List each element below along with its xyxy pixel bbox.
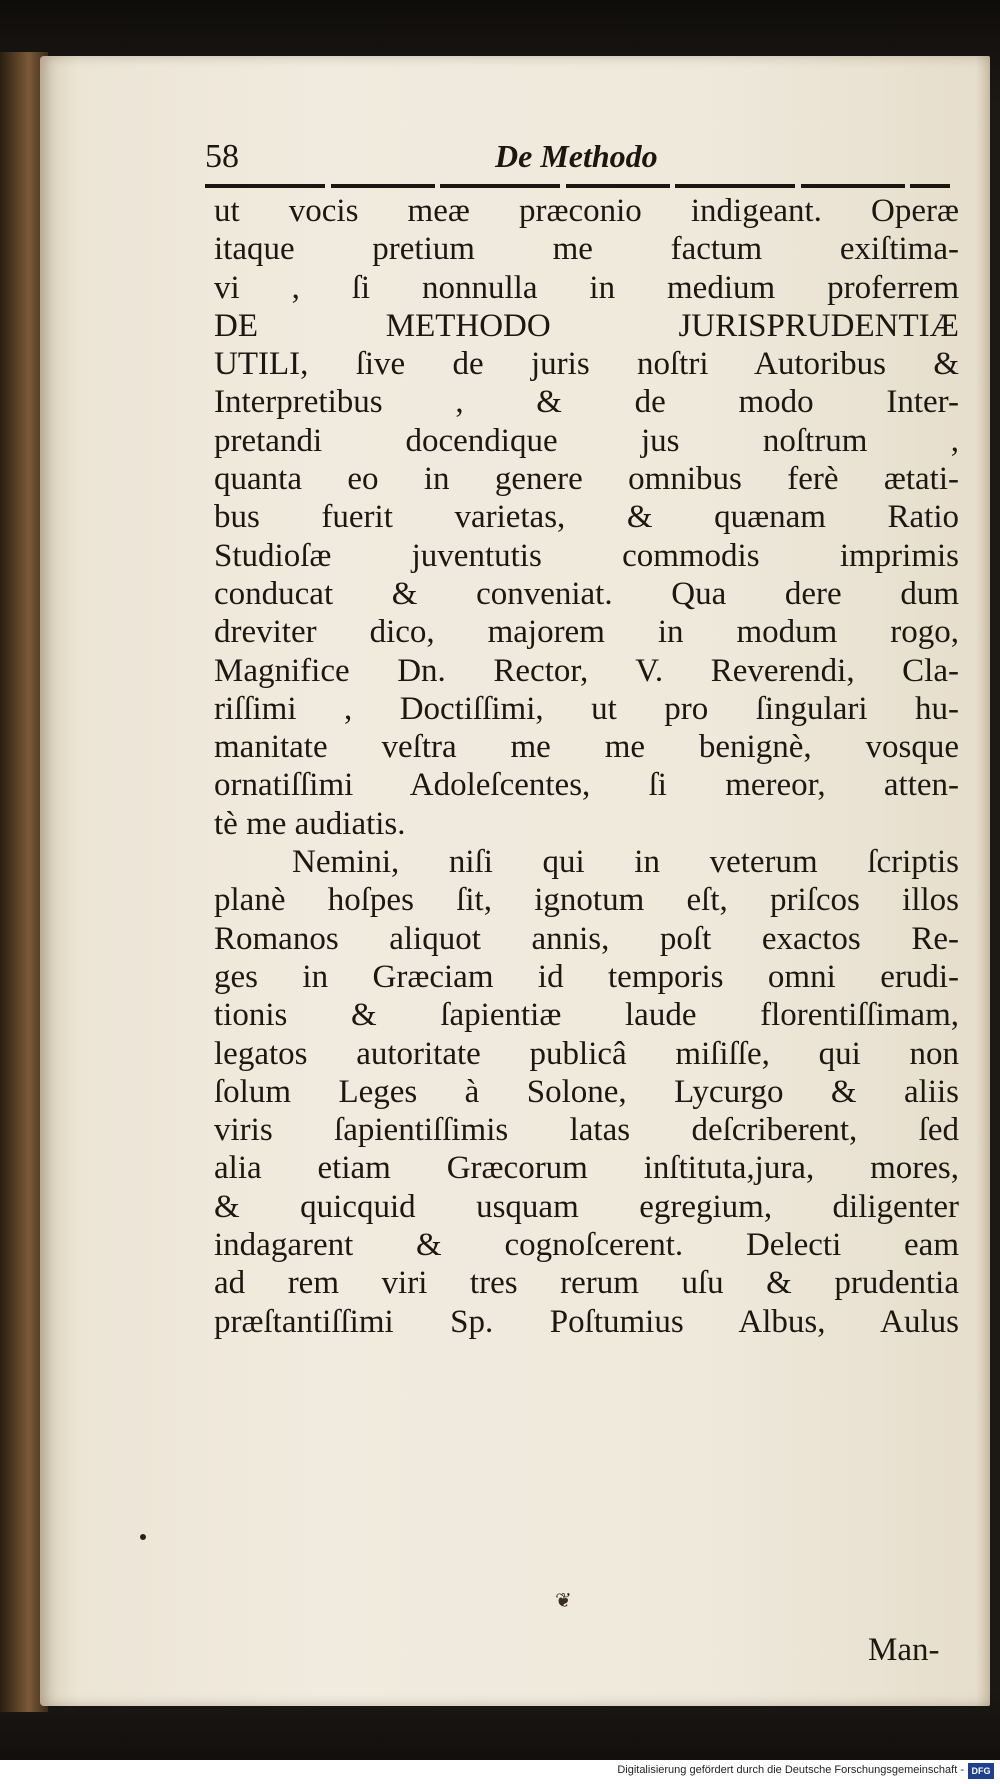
text-line: ornatiſſimi Adoleſcentes, ſi mereor, atten- <box>214 767 959 804</box>
footer-credit: Digitalisierung gefördert durch die Deutsche Forschungsgemeinschaft - <box>617 1764 964 1776</box>
text-line: ad rem viri tres rerum uſu & prudentia <box>214 1265 959 1302</box>
catchword: Man- <box>868 1632 940 1668</box>
text-line: Nemini, niſi qui in veterum ſcriptis <box>292 844 959 881</box>
text-line: ut vocis meæ præconio indigeant. Operæ <box>214 193 959 229</box>
text-line: quanta eo in genere omnibus ferè ætati- <box>214 461 959 498</box>
text-line: bus fuerit varietas, & quænam Ratio <box>214 499 959 536</box>
text-line: Romanos aliquot annis, poſt exactos Re- <box>214 920 959 957</box>
text-line: Magnifice Dn. Rector, V. Reverendi, Cla- <box>214 652 959 689</box>
dfg-logo: DFG <box>968 1763 994 1779</box>
text-line: pretandi docendique jus noſtrum , <box>214 422 959 459</box>
text-line: UTILI, ſive de juris noſtri Autoribus & <box>214 346 959 383</box>
page-edge-shadow <box>976 56 990 1706</box>
page-number: 58 <box>205 138 239 175</box>
text-line: tè me audiatis. <box>214 805 406 842</box>
text-line: Studioſæ juventutis commodis imprimis <box>214 537 959 574</box>
text-line: præſtantiſſimi Sp. Poſtumius Albus, Aulus <box>214 1303 959 1340</box>
text-line: Interpretibus , & de modo Inter- <box>214 384 959 421</box>
text-line: itaque pretium me factum exiſtima- <box>214 231 959 268</box>
text-line: ges in Græciam id temporis omni erudi- <box>214 958 959 995</box>
printer-ornament-icon: ❦ <box>555 1588 572 1612</box>
body-text <box>214 192 959 1341</box>
text-line: planè hoſpes ſit, ignotum eſt, priſcos illos <box>214 882 959 919</box>
text-line: ſolum Leges à Solone, Lycurgo & aliis <box>214 1073 959 1110</box>
text-line: dreviter dico, majorem in modum rogo, <box>214 614 959 651</box>
running-title: De Methodo <box>495 138 658 174</box>
text-line: riſſimi , Doctiſſimi, ut pro ſingulari hu- <box>214 690 959 727</box>
digitization-footer <box>0 1760 1000 1784</box>
text-line: alia etiam Græcorum inſtituta,jura, mores, <box>214 1150 959 1187</box>
text-line: indagarent & cognoſcerent. Delecti eam <box>214 1227 959 1264</box>
ink-speck <box>140 1534 146 1540</box>
page-header <box>205 138 955 190</box>
text-line: tionis & ſapientiæ laude florentiſſimam, <box>214 997 959 1034</box>
text-line: manitate veſtra me me benignè, vosque <box>214 729 959 766</box>
text-line: conducat & conveniat. Qua dere dum <box>214 575 959 612</box>
text-line: DE METHODO JURISPRUDENTIÆ <box>214 307 959 344</box>
text-line: viris ſapientiſſimis latas deſcriberent, ſed <box>214 1112 959 1149</box>
text-line: & quicquid usquam egregium, diligenter <box>214 1188 959 1225</box>
header-rule <box>205 184 950 188</box>
text-line: legatos autoritate publicâ miſiſſe, qui non <box>214 1035 959 1072</box>
text-line: vi , ſi nonnulla in medium proferrem <box>214 269 959 306</box>
